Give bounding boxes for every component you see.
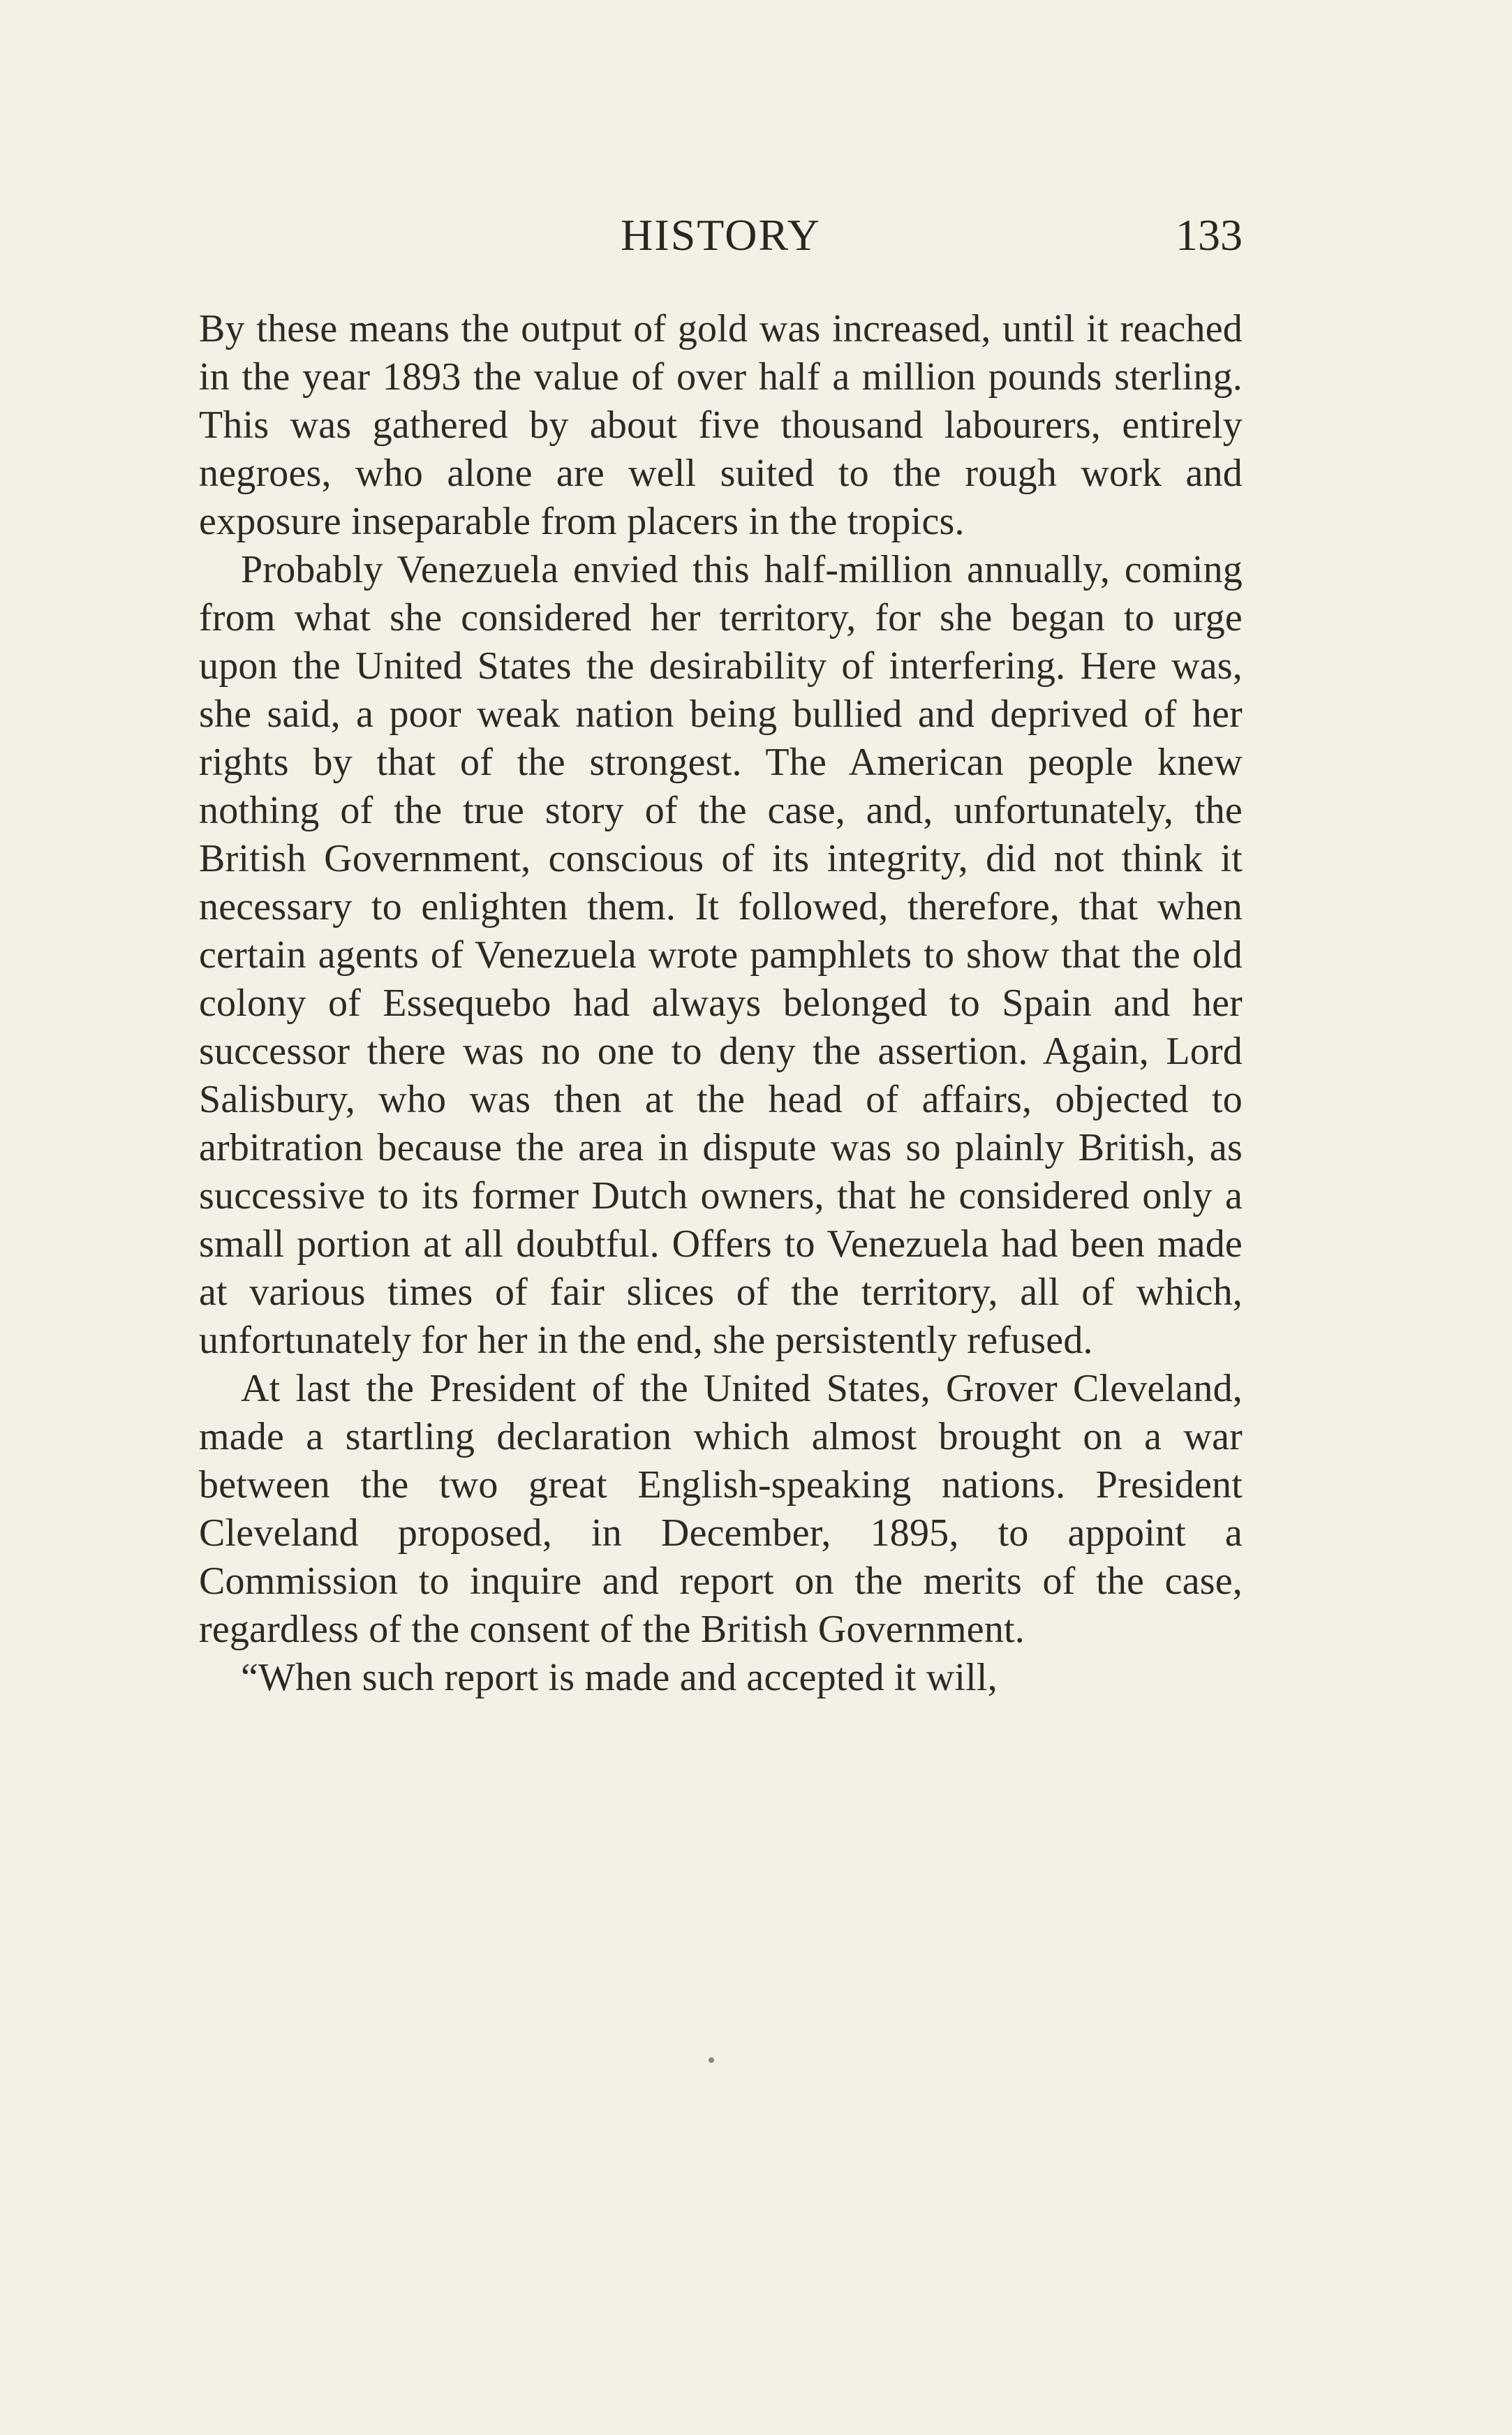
- chapter-title: HISTORY: [621, 210, 821, 260]
- paragraph-1: By these means the output of gold was increased, until it reached in the year 1893 the value of over half a million pounds sterling. This was gathered by about five thousand labourers, entirely negroes, who alone are well suited to the rough work and exposure inseparable from placers in the tropics.: [199, 307, 1243, 543]
- paragraph-2: Probably Venezuela envied this half-million annually, coming from what she considered her territory, for she began to urge upon the United States the desirability of interfering. Here was, she said, a poor weak nation being bullied and deprived of her rights by that of the strongest. The American people knew nothing of the true story of the case, and, unfortunately, the British Government, conscious of its integrity, did not think it necessary to enlighten them. It followed, therefore, that when certain agents of Venezuela wrote pamphlets to show that the old colony of Essequebo had always belonged to Spain and her successor there was no one to deny the assertion. Again, Lord Salisbury, who was then at the head of affairs, objected to arbitration because the area in dispute was so plainly British, as successive to its former Dutch owners, that he considered only a small portion at all doubtful. Offers to Venezuela had been made at various times of fair slices of the territory, all of which, unfortunately for her in the end, she persistently refused.: [199, 548, 1243, 1362]
- paragraph-4: “When such report is made and accepted it will,: [241, 1656, 998, 1699]
- print-speck: [709, 2057, 714, 2063]
- body-text: [199, 305, 1243, 1702]
- paragraph-3: At last the President of the United States, Grover Cleveland, made a startling declaration which almost brought on a war between the two great English-speaking nations. President Cleveland proposed, in December, 1895, to appoint a Commission to inquire and report on the merits of the case, regardless of the consent of the British Government.: [199, 1367, 1243, 1651]
- page-number: 133: [1176, 210, 1243, 260]
- running-header: [199, 209, 1243, 265]
